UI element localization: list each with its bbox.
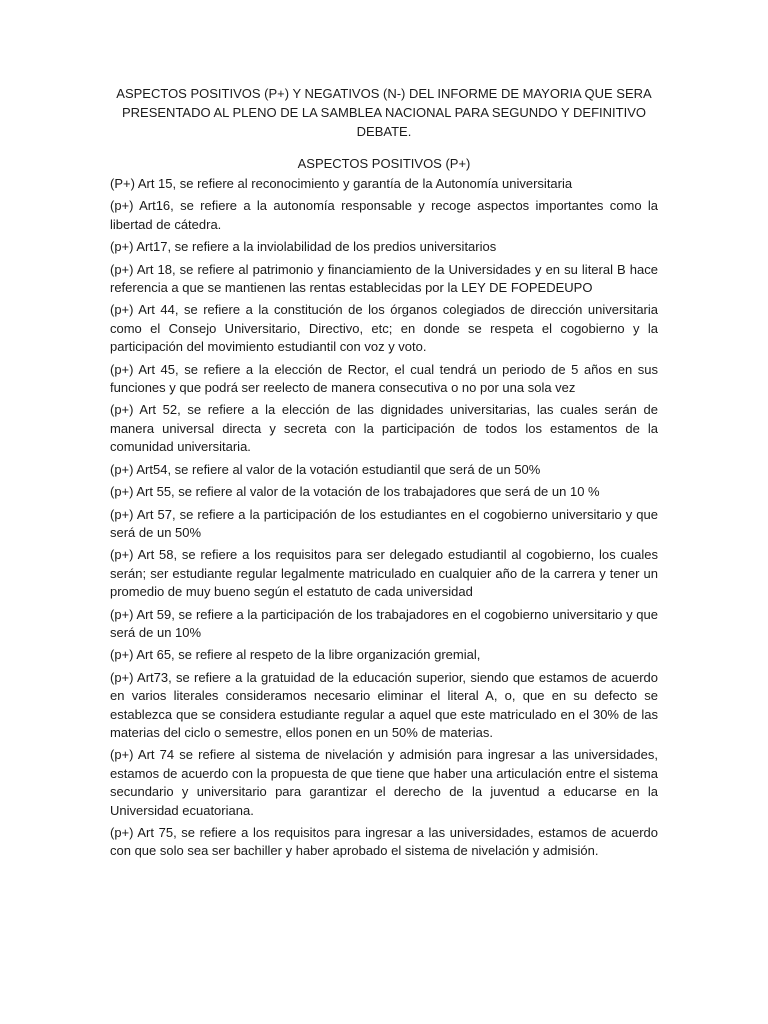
paragraph-art-75: (p+) Art 75, se refiere a los requisitos para ingresar a las universidades, estamos de acuerdo con que solo sea ser bachiller y haber aprobado el sistema de nivelación y admisión. <box>110 825 658 859</box>
paragraph-art-58: (p+) Art 58, se refiere a los requisitos para ser delegado estudiantil al cogobierno, los cuales serán; ser estudiante regular legalmente matriculado en cualquier año de la carrera y tener un promedio de muy bueno según el estatuto de cada universidad <box>110 547 658 600</box>
paragraph-art-74: (p+) Art 74 se refiere al sistema de nivelación y admisión para ingresar a las universidades, estamos de acuerdo con la propuesta de que tiene que haber una articulación entre el sistema secundario y universitario para garantizar el derecho de la juventud a educarse en la Universidad ecuatoriana. <box>110 747 658 818</box>
document-title: ASPECTOS POSITIVOS (P+) Y NEGATIVOS (N-) DEL INFORME DE MAYORIA QUE SERA PRESENTADO AL PLENO DE LA SAMBLEA NACIONAL PARA SEGUNDO Y DEFINITIVO DEBATE. <box>116 86 652 139</box>
paragraph-art-73: (p+) Art73, se refiere a la gratuidad de la educación superior, siendo que estamos de acuerdo en varios literales consideramos necesario eliminar el literal A, o, que en su defecto se establezca que se considera estudiante regular a aquel que este matriculado en el 30% de las materias del ciclo o semestre, ellos ponen en un 50% de materias. <box>110 669 658 740</box>
paragraph-art-16: (p+) Art16, se refiere a la autonomía responsable y recoge aspectos importantes como la libertad de cátedra. <box>110 198 658 232</box>
paragraph-art-45: (p+) Art 45, se refiere a la elección de Rector, el cual tendrá un periodo de 5 años en sus funciones y que podrá ser reelecto de manera consecutiva o no por una sola vez <box>110 361 658 396</box>
paragraph-art-54: (p+) Art54, se refiere al valor de la votación estudiantil que será de un 50% <box>110 461 541 477</box>
paragraph-art-17: (p+) Art17, se refiere a la inviolabilidad de los predios universitarios <box>110 239 497 255</box>
paragraph-art-15: (P+) Art 15, se refiere al reconocimiento y garantía de la Autonomía universitaria <box>110 176 573 191</box>
paragraph-art-44: (p+) Art 44, se refiere a la constitución de los órganos colegiados de dirección universitaria como el Consejo Universitario, Directivo, etc; en donde se respeta el cogobierno y la participación del movimiento estudiantil con voz y voto. <box>110 302 658 355</box>
paragraph-art-52: (p+) Art 52, se refiere a la elección de las dignidades universitarias, las cuales serán de manera universal directa y secreta con la participación de todos los estamentos de la comunidad universitaria. <box>110 402 658 455</box>
document-page <box>110 84 658 865</box>
paragraph-art-59: (p+) Art 59, se refiere a la participación de los trabajadores en el cogobierno universitario y que será de un 10% <box>110 606 658 640</box>
paragraph-art-65: (p+) Art 65, se refiere al respeto de la libre organización gremial, <box>110 647 481 663</box>
paragraph-art-18: (p+) Art 18, se refiere al patrimonio y financiamiento de la Universidades y en su literal B hace referencia a que se mantienen las rentas establecidas por la LEY DE FOPEDEUPO <box>110 261 658 296</box>
paragraph-art-57: (p+) Art 57, se refiere a la participación de los estudiantes en el cogobierno universitario y que será de un 50% <box>110 506 658 540</box>
paragraph-art-55: (p+) Art 55, se refiere al valor de la votación de los trabajadores que será de un 10 % <box>110 484 600 500</box>
section-title: ASPECTOS POSITIVOS (P+) <box>297 156 471 171</box>
